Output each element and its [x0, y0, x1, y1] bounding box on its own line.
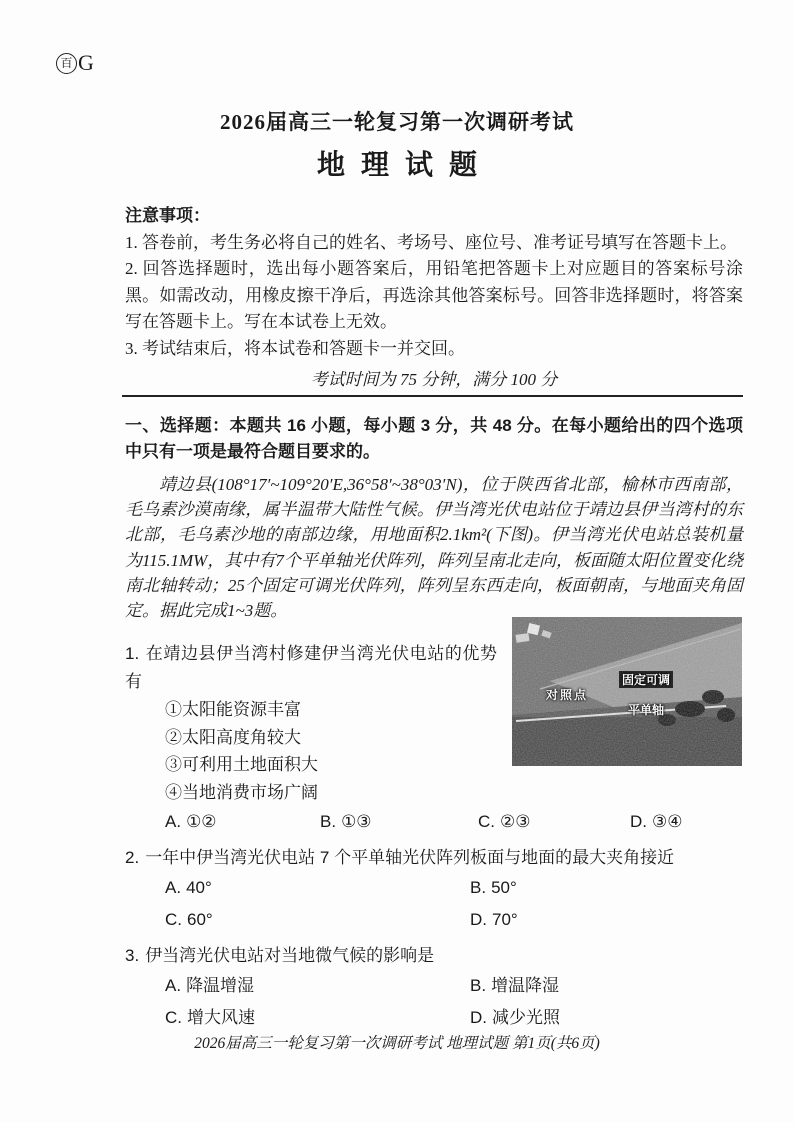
logo-circle-icon: 百 [56, 53, 77, 74]
option-a: A. 降温增湿 [165, 976, 255, 996]
question-2-text [125, 844, 743, 872]
option-a: A. ①② [165, 812, 217, 832]
question-1-stem: 在靖边县伊当湾村修建伊当湾光伏电站的优势有 [125, 644, 497, 692]
page-footer: 2026届高三一轮复习第一次调研考试 地理试题 第1页(共6页) [194, 1035, 600, 1052]
option-c: C. 增大风速 [165, 1008, 255, 1028]
option-b: B. 50° [470, 878, 517, 898]
question-3-stem: 伊当湾光伏电站对当地微气候的影响是 [145, 946, 435, 966]
notice-item-1: 1. 答卷前，考生务必将自己的姓名、考场号、座位号、准考证号填写在答题卡上。 [125, 232, 737, 252]
notice-item-2: 2. 回答选择题时，选出每小题答案后，用铅笔把答题卡上对应题目的答案标号涂黑。如需改动，用橡皮擦干净后，再选涂其他答案标号。回答非选择题时，将答案写在答题卡上。写在本试卷上无效。 [125, 259, 743, 331]
option-b: B. ①③ [320, 812, 372, 832]
option-d: D. 70° [470, 910, 518, 930]
subitem-4: ④当地消费市场广阔 [165, 782, 318, 802]
option-c: C. ②③ [478, 812, 531, 832]
question-1-number: 1. [125, 644, 140, 664]
subitem-2: ②太阳高度角较大 [165, 727, 301, 747]
logo-letter: G [78, 50, 94, 75]
option-c: C. 60° [165, 910, 213, 930]
exam-title: 2026届高三一轮复习第一次调研考试 [220, 110, 574, 134]
option-a: A. 40° [165, 878, 212, 898]
question-2 [125, 844, 743, 933]
question-1-options [125, 809, 743, 835]
subitem-3: ③可利用土地面积大 [165, 755, 318, 775]
notice-section [125, 203, 743, 394]
reading-passage: 靖边县(108°17′~109°20′E,36°58′~38°03′N)，位于陕西省北部，榆林市西南部，毛乌素沙漠南缘，属半温带大陆性气候。伊当湾光伏电站位于靖边县伊当湾村的东北部，毛乌素沙地的南部边缘，用地面积2.1km²(下图)。伊当湾光伏电站总装机量为115.1MW，其中有7个平单轴光伏阵列，阵列呈南北走向，板面随太阳位置变化绕南北轴转动；25个固定可调光伏阵列，阵列呈东西走向，板面朝南，与地面夹角固定。据此完成1~3题。 [125, 475, 743, 621]
question-2-number: 2. [125, 848, 140, 868]
question-3 [125, 942, 743, 1031]
notice-item-3: 3. 考试结束后，将本试卷和答题卡一并交回。 [125, 338, 465, 358]
figure-label-control-point: 对照点 [546, 688, 589, 702]
section-heading: 一、选择题：本题共 16 小题，每小题 3 分，共 48 分。在每小题给出的四个选项中只有一项是最符合题目要求的。 [125, 416, 743, 461]
question-3-options [125, 973, 743, 1031]
question-2-options [125, 875, 743, 933]
notice-heading: 注意事项： [125, 206, 210, 225]
question-3-number: 3. [125, 946, 140, 966]
option-b: B. 增温降湿 [470, 976, 560, 996]
header [0, 106, 794, 183]
question-2-stem: 一年中伊当湾光伏电站 7 个平单轴光伏阵列板面与地面的最大夹角接近 [145, 848, 675, 868]
divider-line [122, 395, 743, 397]
option-d: D. 减少光照 [470, 1008, 560, 1028]
subject-title: 地理试题 [316, 150, 493, 181]
satellite-photo [512, 617, 742, 766]
figure-label-fixed-adjustable: 固定可调 [619, 671, 673, 688]
figure-label-single-axis: 平单轴 [628, 703, 665, 717]
option-d: D. ③④ [630, 812, 683, 832]
publisher-logo [56, 50, 94, 76]
question-3-text [125, 942, 743, 970]
subitem-1: ①太阳能资源丰富 [165, 700, 301, 720]
exam-duration-info: 考试时间为 75 分钟，满分 100 分 [310, 370, 558, 389]
question-1-text [125, 640, 497, 696]
